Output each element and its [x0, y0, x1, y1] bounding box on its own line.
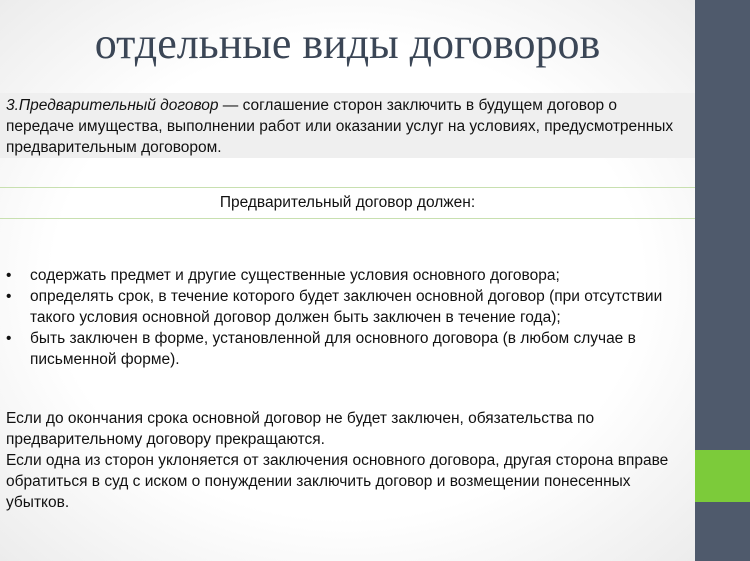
list-item: • быть заключен в форме, установленной для основного договора (в любом случае в письменной форме).	[6, 330, 636, 368]
list-item: • содержать предмет и другие существенные условия основного договора;	[6, 267, 560, 284]
definition-term: 3.Предварительный договор	[6, 97, 219, 114]
list-item: • определять срок, в течение которого будет заключен основной договор (при отсутствии такого условия основной договор должен быть заключен в течение года);	[6, 288, 663, 326]
conclusion-text	[6, 408, 686, 513]
definition-box	[0, 93, 695, 158]
bullet-icon: •	[6, 330, 12, 347]
bullet-icon: •	[6, 288, 12, 305]
section-header: Предварительный договор должен:	[0, 187, 695, 219]
definition-text: — соглашение сторон заключить в будущем договор о передаче имущества, выполнении работ или оказании услуг на условиях, предусмотренных предварительным договором.	[6, 97, 674, 156]
requirements-list	[6, 265, 686, 370]
accent-band	[695, 450, 750, 502]
slide-title: отдельные виды договоров	[94, 19, 601, 68]
paragraph: Если одна из сторон уклоняется от заключения основного договора, другая сторона вправе обратиться в суд с иском о понуждении заключить договор и возмещении понесенных убытков.	[6, 452, 669, 511]
paragraph: Если до окончания срока основной договор не будет заключен, обязательства по предварительному договору прекращаются.	[6, 410, 595, 448]
bullet-icon: •	[6, 267, 12, 284]
